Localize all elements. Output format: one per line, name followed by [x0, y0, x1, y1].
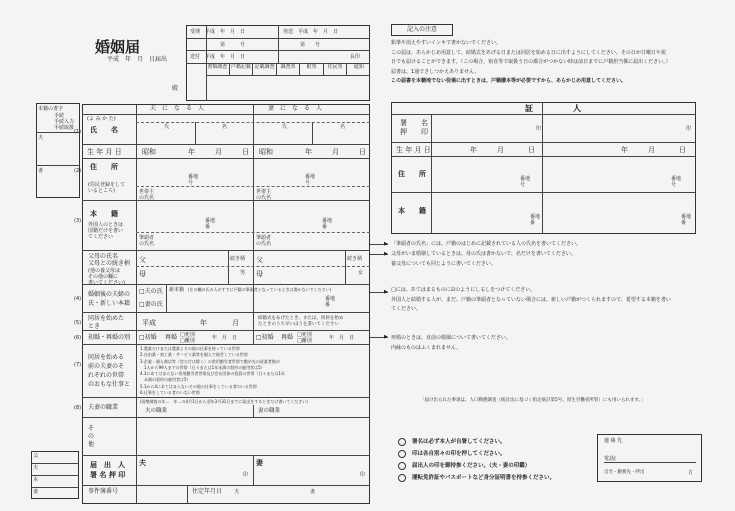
- office-col: 戸籍記載: [230, 64, 254, 75]
- occupation-item: 5.1から4にあてはまらないその他の仕事をしている者のいる世帯: [140, 383, 257, 389]
- wife-year: 年: [305, 148, 312, 156]
- checklist-text: 運転免許証やパスポートなど身分証明書を持参ください。: [412, 475, 556, 481]
- stamp-item: 手続取扱: [54, 125, 75, 131]
- w-mother: 母: [256, 270, 263, 278]
- birth-label: 生 年 月 日: [87, 148, 122, 156]
- h-mother: 母: [139, 270, 146, 278]
- stamp-title: 本籍の書字: [38, 106, 64, 112]
- arrow-3: ▶: [384, 289, 388, 295]
- honseki-note: □には、あてはまるものに☑のようにしるしをつけてください。: [391, 287, 536, 293]
- parents-label: 父母の氏名 父母との続き柄: [88, 253, 131, 267]
- new-honseki: 新本籍: [169, 287, 185, 293]
- checklist-item: [398, 436, 598, 448]
- office-cols: [206, 64, 370, 75]
- contact-title: 連 絡 先: [604, 438, 623, 444]
- note-line: 日でも届けることができます。（この場合、宿直等で取扱う日の都合がつかない時は前日までに戸籍担当係に届出ください。）: [391, 59, 671, 65]
- h-banchi-3: 番地: [205, 218, 216, 224]
- w1-hitsu: 番: [530, 220, 536, 226]
- row-num: (3): [74, 218, 82, 224]
- w2-d: 日: [679, 146, 686, 154]
- address-label: 住 所: [90, 163, 118, 171]
- w1-m: 月: [497, 146, 504, 154]
- occupation-item: 2.自由業・商工業・サービス業等を個人で経営している世帯: [140, 352, 248, 358]
- h-father: 父: [139, 256, 146, 264]
- w-rel: 続き柄: [347, 256, 363, 262]
- w-divorce[interactable]: □離別: [297, 338, 312, 344]
- office-col: 書類調査: [206, 64, 230, 75]
- col-husband: 夫 に な る 人: [150, 105, 205, 112]
- r7-label: 同居を始める 前の夫妻のそ れぞれの世帯 のおもな仕事と: [88, 354, 131, 388]
- r8-note: (国勢調査の年… 年…の4月1日から翌年3月31日までに届出をするときだけ書いてください): [140, 399, 308, 404]
- opt-husband-surname[interactable]: □夫の氏: [139, 288, 163, 295]
- w-go: 号: [305, 180, 311, 186]
- checklist-item: [398, 472, 598, 484]
- stamp-item: 手続入力: [54, 119, 75, 125]
- form-title: 婚姻届: [95, 38, 141, 56]
- w-banchi-3: 番地: [322, 218, 333, 224]
- notes-title: 記入の注意: [391, 24, 453, 36]
- office-col: 通知: [353, 64, 364, 70]
- note-line: この届書を本籍地でない役場に出すときは、戸籍謄本等が必要ですから、あらかじめ用意してください。: [391, 78, 627, 84]
- husband-shi: 氏: [164, 124, 170, 130]
- bottom-husband: 夫: [234, 489, 240, 495]
- occupation-item: 4.3にあてはまらない常用勤労者世帯及び会社団体の役員の世帯（日々または1年: [140, 371, 285, 377]
- w1-go: 号: [520, 182, 526, 188]
- honseki-note: 外国人と結婚する人が、まだ、戸籍の筆頭者となっていない場合には、新しい戸籍がつくられますので、希望する本籍を書い: [391, 296, 671, 303]
- small-a: 父: [33, 453, 39, 459]
- checklist-item: [398, 460, 598, 472]
- h-first-marriage[interactable]: □初婚: [139, 334, 157, 341]
- occupation-list: [140, 346, 368, 396]
- wife-era: 昭和: [259, 148, 273, 156]
- office-col: 記載調査: [253, 64, 277, 75]
- margin-wife: 妻: [38, 168, 44, 174]
- w1-y: 年: [470, 146, 477, 154]
- contact-home: 自宅・勤務先・呼出: [604, 470, 645, 475]
- h-r6-date: 年 月 日: [212, 335, 238, 341]
- reading-label: (よ み か た): [87, 116, 116, 122]
- r6-label: 初婚・再婚の別: [88, 334, 131, 341]
- col-wife: 妻 に な る 人: [268, 105, 323, 112]
- office-col: 調査票: [277, 64, 301, 75]
- accept-no: 第 号: [220, 42, 246, 48]
- circle-icon: [398, 474, 406, 482]
- w1-banchi-h: 番地: [530, 214, 541, 220]
- occupation-item: 1人から99人までの世帯（日々または1年未満の契約の雇用者は5）: [140, 364, 265, 370]
- r5-month: 月: [232, 319, 239, 327]
- chief-stamp: 長印: [350, 54, 361, 60]
- w-death[interactable]: □死別: [297, 332, 312, 338]
- h-son: 男: [240, 270, 246, 276]
- parents-note: 「筆頭者の氏名」には、戸籍のはじめに記載されている人の氏名を書いてください。: [391, 241, 582, 247]
- w1-seal: 印: [536, 126, 542, 132]
- w-first-marriage[interactable]: □初婚: [256, 334, 274, 341]
- r4-note: (左の欄の氏の人がすでに戸籍の筆頭者となっているときは書かないでください): [188, 287, 332, 292]
- send-no: 第 号: [300, 42, 321, 48]
- occupation-item: 6.仕事をしている者のいない世帯: [140, 390, 200, 396]
- case-no: 事件簿番号: [88, 488, 119, 495]
- husband-month: 月: [215, 148, 222, 156]
- h-remarriage[interactable]: 再婚: [165, 334, 178, 341]
- remarriage-note: 内縁のものはふくまれません。: [391, 344, 462, 351]
- note-line: この届は、あらかじめ用意して、結婚式をあげる日または同居を始める日に出すようにしてください。その日が日曜日や祝: [391, 49, 666, 56]
- small-b: 夫: [33, 465, 39, 471]
- statistics-note: 「届け出られた事項は、人口動態調査（統計法に基づく指定統計第5号、厚生労働省所管）にも用いられます。」: [420, 398, 646, 403]
- remarriage-notes: [391, 334, 691, 353]
- husband-year: 年: [188, 148, 195, 156]
- new-honseki-notes: [391, 286, 711, 315]
- h-go: 号: [188, 180, 194, 186]
- arrow-4: ▶: [384, 334, 388, 340]
- remarriage-note: 再婚のときは、直前の婚姻について書いてください。: [391, 335, 511, 341]
- w2-banchi-h: 番地: [681, 214, 692, 220]
- returned-label: 送付 平成 年 月 日: [190, 54, 246, 60]
- witness-table: [391, 102, 696, 234]
- margin-husband: 夫: [38, 135, 44, 141]
- witness-birth: 生 年 月 日: [396, 146, 431, 154]
- r5-label: 同居を始めた とき: [88, 315, 125, 330]
- checklist-text: 印は各自別々の印を押してください。: [412, 451, 506, 457]
- wife-month: 月: [332, 148, 339, 156]
- r5-era: 平成: [142, 319, 156, 327]
- w-householder: 世帯主 の氏名: [256, 189, 272, 201]
- w-r6-date: 年 月 日: [329, 335, 355, 341]
- w-daughter: 女: [358, 270, 364, 276]
- residence-date: 住定年月日: [192, 488, 223, 495]
- w-seal: 印: [360, 472, 366, 478]
- w-remarriage[interactable]: 再婚: [281, 334, 294, 341]
- bottom-wife: 妻: [310, 489, 316, 495]
- sign-husband: 夫: [139, 459, 146, 467]
- note-line: 鉛筆や消えやすいインキで書かないでください。: [391, 40, 502, 46]
- name-label: 氏 名: [90, 126, 118, 134]
- circle-icon: [398, 438, 406, 446]
- row-num: (7): [74, 362, 82, 368]
- parents-sub: (他の養父母は その他の欄に 書いてください): [88, 268, 125, 286]
- h-divorce[interactable]: □離別: [180, 338, 195, 344]
- checklist-text: 届出人の印を御持参ください。（夫・妻の印鑑）: [412, 463, 531, 469]
- r5-year: 年: [200, 319, 207, 327]
- r4-banchi: 番地: [325, 296, 336, 302]
- h-hitsu-3: 番: [205, 224, 211, 230]
- w2-seal: 印: [686, 126, 692, 132]
- w2-banchi: 番地: [671, 176, 682, 182]
- w-hitsu-3: 番: [322, 224, 328, 230]
- r8-label: 夫妻の職業: [88, 404, 119, 411]
- h-householder: 世帯主 の氏名: [139, 189, 155, 201]
- h-head: 筆頭者 の氏名: [139, 235, 155, 247]
- checklist-text: 署名は必ず本人が自署してください。: [412, 439, 506, 445]
- honseki-label: 本 籍: [90, 210, 118, 218]
- sign-label: 届 出 人 署 名 押 印: [90, 461, 126, 479]
- occupation-item: 1.農業だけまたは農業とその他の仕事を持っている世帯: [140, 346, 240, 351]
- small-c: 本: [33, 477, 39, 483]
- filing-date: 平成 年 月 日届出: [107, 56, 168, 63]
- notes-block: [391, 39, 721, 87]
- h-rel: 続き柄: [230, 256, 246, 262]
- arrow-1: ▶: [384, 241, 388, 247]
- r5-note: 結婚式をあげたとき、または、同居を始め たときのうち早いほうを書いてください: [258, 316, 344, 327]
- note-line: 届書は、1通でさしつかえありません。: [391, 68, 480, 75]
- w2-y: 年: [621, 146, 628, 154]
- row-num: (2): [74, 168, 82, 174]
- circle-icon: [398, 450, 406, 458]
- w2-hitsu: 番: [681, 220, 687, 226]
- h-death[interactable]: □死別: [180, 332, 195, 338]
- row-num: (8): [74, 405, 82, 411]
- other-label: そ の 他: [88, 425, 95, 448]
- h-seal: 印: [243, 472, 249, 478]
- h-job: 夫の職業: [145, 408, 168, 414]
- husband-day: 日: [242, 148, 249, 156]
- wife-shi: 氏: [282, 124, 288, 130]
- contact-kata: 方: [688, 470, 694, 476]
- accept-label: 受理 平成 年 月 日: [190, 29, 246, 35]
- small-d: 妻: [33, 489, 39, 495]
- row-num: (1): [74, 129, 82, 135]
- wife-na: 名: [340, 124, 346, 130]
- sign-wife: 妻: [256, 459, 263, 467]
- w2-m: 月: [648, 146, 655, 154]
- arrow-2: ▶: [384, 251, 388, 257]
- honseki-note: てください。: [391, 306, 422, 312]
- wife-day: 日: [359, 148, 366, 156]
- w-father: 父: [256, 256, 263, 264]
- witness-sign: 署 名 押 印: [400, 119, 428, 136]
- r4-hitsu: 番: [325, 302, 331, 308]
- row-num: (5): [74, 320, 82, 326]
- occupation-item: 3.企業・個人商店等（官公庁は除く）の常用勤労者世帯で勤め先の従業者数が: [140, 358, 280, 364]
- office-col: 住民票: [324, 64, 348, 75]
- adopted-note: 養父母についても同じように書いてください。: [391, 261, 496, 267]
- occupation-item: 未満の契約の雇用者は5）: [140, 377, 191, 383]
- circle-icon: [398, 462, 406, 470]
- w1-banchi: 番地: [520, 176, 531, 182]
- witness-address: 住 所: [398, 170, 426, 178]
- w2-go: 号: [671, 182, 677, 188]
- h-banchi: 番地: [188, 174, 199, 180]
- w-head: 筆頭者 の氏名: [256, 235, 272, 247]
- r4-label: 婚姻後の夫婦の 氏・新しい本籍: [88, 291, 131, 307]
- stamp-item: 手続: [54, 113, 65, 119]
- w-job: 妻の職業: [258, 408, 281, 414]
- contact-phone: 電話(: [604, 456, 616, 462]
- husband-era: 昭和: [142, 148, 156, 156]
- checklist-item: [398, 448, 598, 460]
- addressee: 殿: [172, 85, 179, 92]
- honseki-sub: 外国人のときは 国籍だけを書い てください: [88, 222, 124, 240]
- husband-na: 名: [222, 124, 228, 130]
- row-num: (6): [74, 335, 82, 341]
- send-label: 発送 平成 年 月 日: [283, 29, 339, 35]
- checklist: [398, 436, 598, 484]
- address-sub: (住民登録をして いるところ): [88, 182, 125, 194]
- office-col: 附票: [300, 64, 324, 75]
- row-num: (4): [74, 296, 82, 302]
- witness-honseki: 本 籍: [398, 207, 426, 215]
- opt-wife-surname[interactable]: □妻の氏: [139, 301, 163, 308]
- father-note: 父母がいま婚姻しているときは、母の氏は書かないで、名だけを書いてください。: [391, 251, 576, 257]
- witness-title: 証 人: [525, 104, 581, 113]
- w-banchi: 番地: [305, 174, 316, 180]
- w1-d: 日: [528, 146, 535, 154]
